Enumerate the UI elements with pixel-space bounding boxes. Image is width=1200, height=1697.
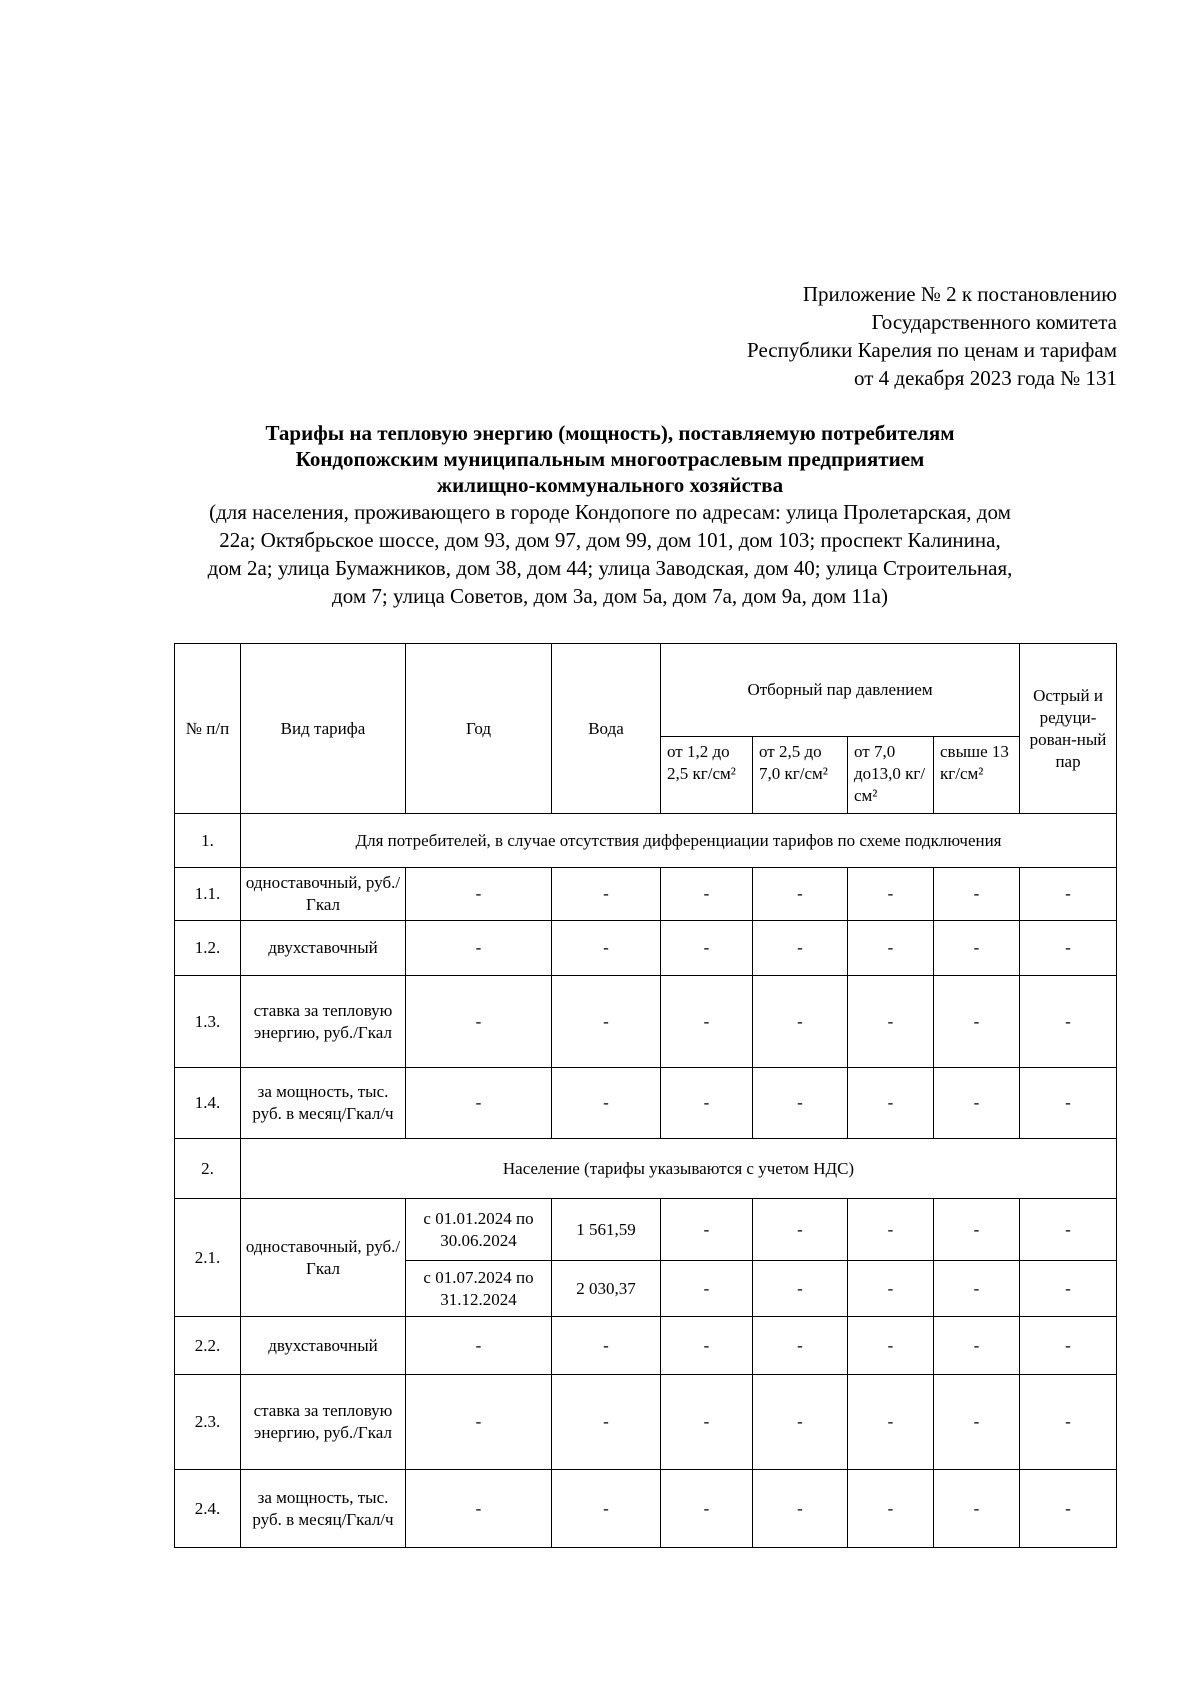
cell-value: - (661, 976, 753, 1068)
cell-value: - (1020, 976, 1117, 1068)
appendix-line: Приложение № 2 к постановлению (802, 282, 1117, 306)
table-row (175, 1199, 1117, 1261)
title-line: Кондопожским муниципальным многоотраслевым предприятием (295, 447, 925, 471)
cell-value: - (753, 868, 848, 921)
subtitle-line: (для населения, проживающего в городе Кондопоге по адресам: улица Пролетарская, дом (209, 500, 1011, 524)
subtitle-line: дом 7; улица Советов, дом 3а, дом 5а, дом 7а, дом 9а, дом 11а) (332, 584, 888, 608)
row-type: за мощность, тыс. руб. в месяц/Гкал/ч (241, 1470, 406, 1548)
row-type: ставка за тепловую энергию, руб./Гкал (241, 1375, 406, 1470)
cell-value: - (848, 976, 934, 1068)
cell-value: - (753, 1317, 848, 1375)
cell-value: - (406, 976, 552, 1068)
cell-value: - (934, 1375, 1020, 1470)
cell-value: - (661, 1470, 753, 1548)
cell-value: - (1020, 1375, 1117, 1470)
cell-value: - (753, 976, 848, 1068)
cell-value: - (406, 921, 552, 976)
appendix-line: Республики Карелия по ценам и тарифам (747, 338, 1117, 362)
cell-value: - (552, 868, 661, 921)
cell-value: - (1020, 1317, 1117, 1375)
table-row (175, 1470, 1117, 1548)
table-row (175, 921, 1117, 976)
cell-value: - (1020, 921, 1117, 976)
row-num: 1.4. (175, 1068, 241, 1139)
row-num: 2.4. (175, 1470, 241, 1548)
header-sharp-steam: Острый и редуци-рован-ный пар (1020, 644, 1117, 814)
cell-value: - (661, 1261, 753, 1317)
cell-value: - (1020, 868, 1117, 921)
title-line: Тарифы на тепловую энергию (мощность), поставляемую потребителям (265, 421, 955, 445)
header-steam-2: от 2,5 до 7,0 кг/см² (753, 737, 848, 814)
cell-water-value: 2 030,37 (552, 1261, 661, 1317)
row-type: одноставочный, руб./Гкал (241, 1199, 406, 1317)
table-row (175, 976, 1117, 1068)
cell-value: - (406, 1317, 552, 1375)
cell-value: - (753, 1375, 848, 1470)
cell-value: - (934, 868, 1020, 921)
cell-value: - (753, 1199, 848, 1261)
cell-value: - (661, 1068, 753, 1139)
cell-value: - (934, 1317, 1020, 1375)
table-row (175, 1068, 1117, 1139)
cell-value: - (406, 1470, 552, 1548)
cell-value: - (552, 1375, 661, 1470)
row-num: 2.3. (175, 1375, 241, 1470)
header-steam: Отборный пар давлением (661, 644, 1020, 737)
cell-period: с 01.07.2024 по 31.12.2024 (406, 1261, 552, 1317)
cell-value: - (1020, 1261, 1117, 1317)
cell-value: - (661, 868, 753, 921)
header-type: Вид тарифа (241, 644, 406, 814)
header-year: Год (406, 644, 552, 814)
cell-value: - (848, 1470, 934, 1548)
cell-value: - (848, 1375, 934, 1470)
table-row (175, 1317, 1117, 1375)
cell-value: - (848, 1068, 934, 1139)
tariffs-table (174, 643, 1117, 1548)
row-type: одноставочный, руб./Гкал (241, 868, 406, 921)
cell-value: - (406, 868, 552, 921)
header-num: № п/п (175, 644, 241, 814)
header-steam-4: свыше 13 кг/см² (934, 737, 1020, 814)
section-row (175, 814, 1117, 868)
subtitle-line: 22а; Октябрьское шоссе, дом 93, дом 97, дом 99, дом 101, дом 103; проспект Калинина, (219, 528, 1001, 552)
cell-value: - (1020, 1470, 1117, 1548)
appendix-line: от 4 декабря 2023 года № 131 (854, 366, 1117, 390)
document-title (100, 420, 1120, 610)
cell-value: - (661, 921, 753, 976)
cell-value: - (753, 1470, 848, 1548)
cell-value: - (753, 1068, 848, 1139)
appendix-header (747, 280, 1117, 392)
cell-value: - (552, 1317, 661, 1375)
cell-value: - (848, 1199, 934, 1261)
cell-value: - (552, 1470, 661, 1548)
row-num: 1.3. (175, 976, 241, 1068)
row-num: 2.1. (175, 1199, 241, 1317)
cell-water-value: 1 561,59 (552, 1199, 661, 1261)
row-num: 2.2. (175, 1317, 241, 1375)
cell-value: - (934, 1068, 1020, 1139)
cell-value: - (406, 1068, 552, 1139)
cell-value: - (848, 868, 934, 921)
cell-value: - (934, 921, 1020, 976)
cell-value: - (848, 921, 934, 976)
cell-value: - (753, 1261, 848, 1317)
cell-value: - (1020, 1199, 1117, 1261)
row-num: 1.2. (175, 921, 241, 976)
cell-period: с 01.01.2024 по 30.06.2024 (406, 1199, 552, 1261)
cell-value: - (848, 1317, 934, 1375)
section-row (175, 1139, 1117, 1199)
table-row (175, 1375, 1117, 1470)
row-num: 1. (175, 814, 241, 868)
cell-value: - (934, 1261, 1020, 1317)
cell-value: - (934, 976, 1020, 1068)
cell-value: - (1020, 1068, 1117, 1139)
row-num: 1.1. (175, 868, 241, 921)
section-label: Для потребителей, в случае отсутствия дифференциации тарифов по схеме подключения (241, 814, 1117, 868)
row-type: двухставочный (241, 921, 406, 976)
appendix-line: Государственного комитета (871, 310, 1117, 334)
header-water: Вода (552, 644, 661, 814)
cell-value: - (661, 1375, 753, 1470)
row-type: двухставочный (241, 1317, 406, 1375)
header-steam-1: от 1,2 до 2,5 кг/см² (661, 737, 753, 814)
cell-value: - (848, 1261, 934, 1317)
subtitle-line: дом 2а; улица Бумажников, дом 38, дом 44; улица Заводская, дом 40; улица Строительная, (207, 556, 1013, 580)
title-line: жилищно-коммунального хозяйства (436, 473, 784, 497)
cell-value: - (753, 921, 848, 976)
cell-value: - (406, 1375, 552, 1470)
header-steam-3: от 7,0 до13,0 кг/см² (848, 737, 934, 814)
section-label: Население (тарифы указываются с учетом НДС) (241, 1139, 1117, 1199)
cell-value: - (552, 1068, 661, 1139)
cell-value: - (934, 1199, 1020, 1261)
cell-value: - (661, 1317, 753, 1375)
cell-value: - (934, 1470, 1020, 1548)
cell-value: - (552, 921, 661, 976)
row-type: за мощность, тыс. руб. в месяц/Гкал/ч (241, 1068, 406, 1139)
table-row (175, 868, 1117, 921)
row-num: 2. (175, 1139, 241, 1199)
cell-value: - (552, 976, 661, 1068)
row-type: ставка за тепловую энергию, руб./Гкал (241, 976, 406, 1068)
cell-value: - (661, 1199, 753, 1261)
